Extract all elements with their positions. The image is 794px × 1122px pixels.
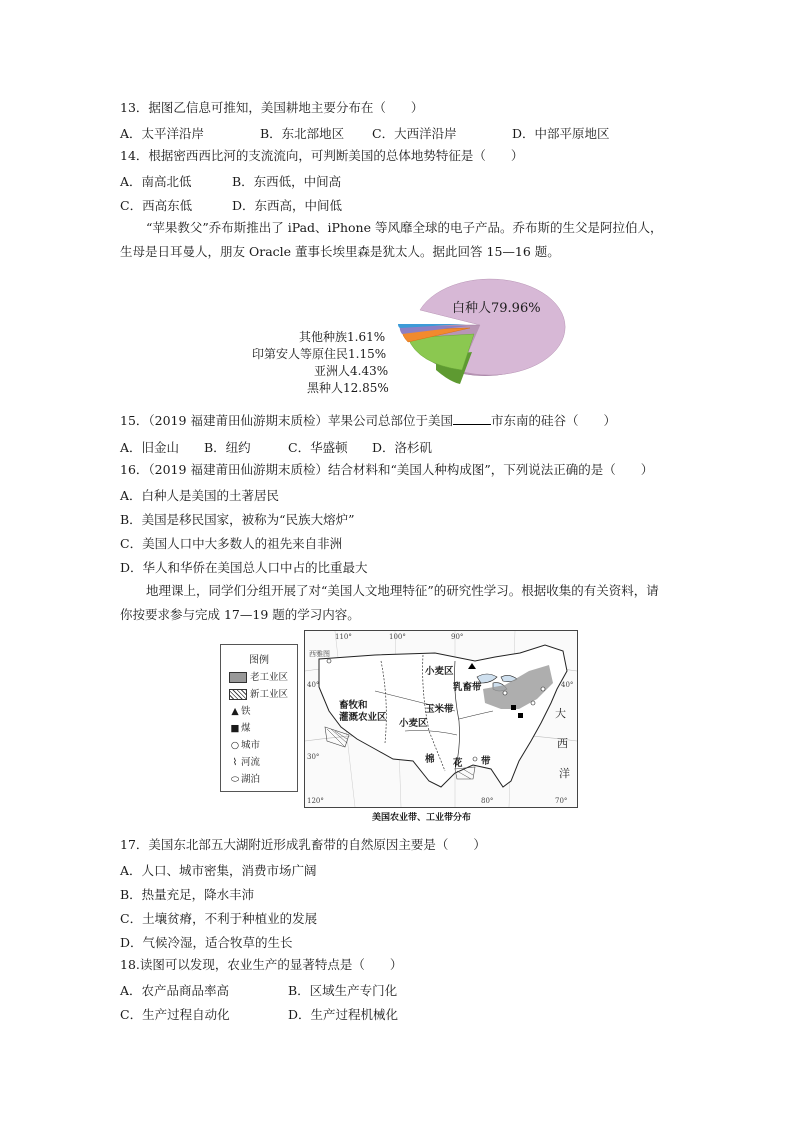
q15-stem-pre: 15．（2019 福建莆田仙游期末质检）苹果公司总部位于美国 xyxy=(120,413,453,428)
q16-option-a: A．白种人是美国的土著居民 xyxy=(120,488,280,503)
label-ocean-3: 洋 xyxy=(559,767,570,780)
iron-triangle-icon: ▲ xyxy=(231,706,239,717)
q18-option-d: D．生产过程机械化 xyxy=(288,1007,399,1022)
q17-option-d: D．气候冷湿，适合牧草的生长 xyxy=(120,935,293,950)
q15-option-b: B．纽约 xyxy=(204,440,251,455)
q13-option-a: A．太平洋沿岸 xyxy=(120,126,205,141)
label-wheat-north: 小麦区 xyxy=(425,666,454,677)
legend-iron: ▲ 铁 xyxy=(229,703,251,717)
legend-old-industry: 老工业区 xyxy=(229,669,288,683)
q15-stem xyxy=(120,413,616,429)
pie-label-black: 黑种人12.85% xyxy=(307,381,389,395)
label-cotton-2: 花 xyxy=(453,758,463,769)
pie-chart xyxy=(390,270,570,400)
pie-label-white: 白种人79.96% xyxy=(452,301,541,316)
pie-label-asian: 亚洲人4.43% xyxy=(314,364,389,378)
q18-option-c: C．生产过程自动化 xyxy=(120,1007,230,1022)
passage1-line2: 生母是日耳曼人，朋友 Oracle 董事长埃里森是犹太人。据此回答 15—16 题。 xyxy=(120,244,560,259)
label-corn-belt: 玉米带 xyxy=(425,704,454,715)
q15-blank xyxy=(453,414,491,425)
label-lon-100: 100° xyxy=(389,633,406,641)
label-dairy-belt: 乳畜带 xyxy=(453,682,482,693)
q16-option-b: B．美国是移民国家，被称为“民族大熔炉” xyxy=(120,512,355,527)
legend-title: 图例 xyxy=(249,655,269,666)
map-figure xyxy=(220,630,576,826)
q17-stem: 17．美国东北部五大湖附近形成乳畜带的自然原因主要是（ ） xyxy=(120,837,486,852)
legend-city: ○ 城市 xyxy=(230,740,261,751)
q14-option-a: A．南高北低 xyxy=(120,174,192,189)
q16-stem: 16．（2019 福建莆田仙游期末质检）结合材料和“美国人种构成图”，下列说法正确的是（ ） xyxy=(120,462,654,477)
city-circle-icon: ○ xyxy=(230,740,240,751)
label-ranching-1: 畜牧和 xyxy=(339,700,368,711)
old-industry-swatch-icon xyxy=(229,672,247,683)
q15-stem-post: 市东南的硅谷（ ） xyxy=(490,413,616,428)
legend-lake: ⬭ 湖泊 xyxy=(230,774,261,785)
river-icon: ⌇ xyxy=(232,757,238,768)
usa-map xyxy=(304,630,578,808)
q14-option-d: D．东西高，中间低 xyxy=(232,198,343,213)
map-caption: 美国农业带、工业带分布 xyxy=(372,813,472,823)
label-lat-40-left: 40° xyxy=(307,681,320,689)
q17-option-b: B．热量充足，降水丰沛 xyxy=(120,887,255,902)
passage2-line1: 地理课上，同学们分组开展了对“美国人文地理特征”的研究性学习。根据收集的有关资料，请 xyxy=(146,583,659,598)
label-cotton-3: 带 xyxy=(481,756,491,767)
label-cotton-1: 棉 xyxy=(425,754,435,765)
label-lon-90: 90° xyxy=(451,633,464,641)
label-lat-30: 30° xyxy=(307,753,320,761)
label-lon-110: 110° xyxy=(335,633,352,641)
new-industry-swatch-icon xyxy=(229,689,247,700)
q16-option-c: C．美国人口中大多数人的祖先来自非洲 xyxy=(120,536,343,551)
q15-option-a: A．旧金山 xyxy=(120,440,180,455)
q17-option-a: A．人口、城市密集，消费市场广阔 xyxy=(120,863,317,878)
q17-option-c: C．土壤贫瘠，不利于种植业的发展 xyxy=(120,911,318,926)
q13-option-d: D．中部平原地区 xyxy=(512,126,610,141)
map-legend xyxy=(220,644,298,792)
lake-icon: ⬭ xyxy=(230,774,240,785)
legend-river: ⌇ 河流 xyxy=(229,754,260,768)
q13-option-c: C．大西洋沿岸 xyxy=(372,126,457,141)
q14-stem: 14．根据密西西比河的支流流向，可判断美国的总体地势特征是（ ） xyxy=(120,148,524,163)
label-ocean-1: 大 xyxy=(555,707,566,720)
label-ranching-2: 灌溉农业区 xyxy=(339,712,387,723)
label-lon-120: 120° xyxy=(307,797,324,805)
q13-stem: 13．据图乙信息可推知，美国耕地主要分布在（ ） xyxy=(120,100,424,115)
label-lon-70: 70° xyxy=(555,797,568,805)
label-lon-80: 80° xyxy=(481,797,494,805)
label-lat-40-right: 40° xyxy=(561,681,574,689)
q15-option-c: C．华盛顿 xyxy=(288,440,348,455)
q16-option-d: D．华人和华侨在美国总人口中占的比重最大 xyxy=(120,560,368,575)
pie-label-other: 其他种族1.61% xyxy=(299,330,386,344)
coal-square-icon: ■ xyxy=(230,723,240,734)
q18-stem: 18.读图可以发现，农业生产的显著特点是（ ） xyxy=(120,957,403,972)
passage2-line2: 你按要求参与完成 17—19 题的学习内容。 xyxy=(120,607,360,622)
q14-option-c: C．西高东低 xyxy=(120,198,193,213)
label-ocean-2: 西 xyxy=(557,737,568,750)
label-wheat-south: 小麦区 xyxy=(399,718,428,729)
q18-option-a: A．农产品商品率高 xyxy=(120,983,230,998)
label-seattle: 西雅图 xyxy=(309,650,330,658)
passage1-line1: “苹果教父”乔布斯推出了 iPad、iPhone 等风靡全球的电子产品。乔布斯的生父是阿拉伯人， xyxy=(146,220,663,235)
q13-option-b: B．东北部地区 xyxy=(260,126,345,141)
q14-option-b: B．东西低，中间高 xyxy=(232,174,342,189)
q18-option-b: B．区域生产专门化 xyxy=(288,983,398,998)
legend-coal: ■ 煤 xyxy=(230,723,251,734)
pie-label-native: 印第安人等原住民1.15% xyxy=(252,347,387,361)
q15-option-d: D．洛杉矶 xyxy=(372,440,433,455)
legend-new-industry: 新工业区 xyxy=(229,686,288,700)
